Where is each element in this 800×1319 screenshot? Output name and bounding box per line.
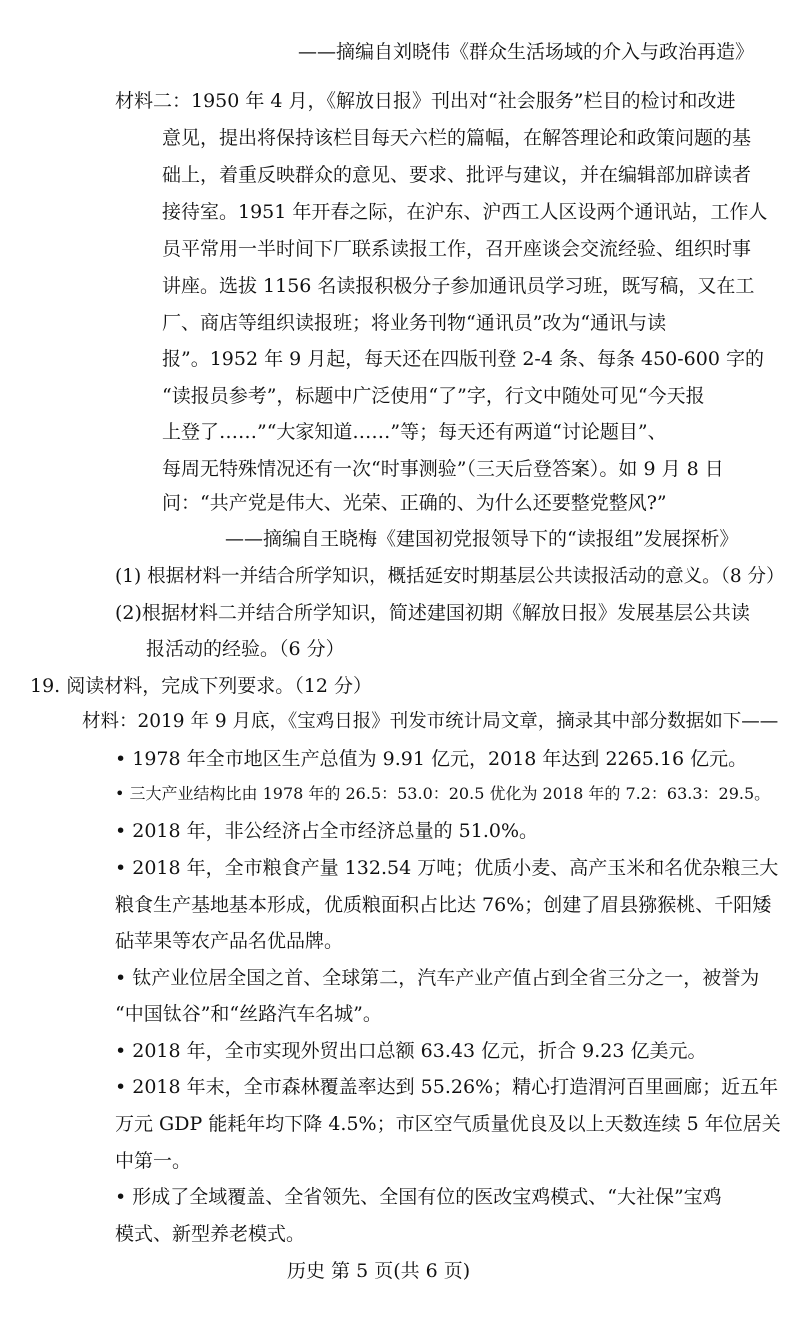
question-1: (1) 根据材料一并结合所学知识，概括延安时期基层公共读报活动的意义。（8 分） — [115, 566, 785, 587]
q19-bullet-line-14: 模式、新型养老模式。 — [115, 1223, 306, 1245]
q19-bullet-line-1: • 1978 年全市地区生产总值为 9.91 亿元，2018 年达到 2265.16 亿元。 — [115, 748, 748, 770]
page-footer: 历史 第 5 页(共 6 页) — [287, 1260, 471, 1282]
material2-line-1: 材料二：1950 年 4 月，《解放日报》刊出对“社会服务”栏目的检讨和改进 — [115, 90, 736, 112]
q19-bullet-line-6: 砧苹果等农产品名优品牌。 — [115, 930, 344, 952]
q19-bullet-line-2: • 三大产业结构比由 1978 年的 26.5：53.0：20.5 优化为 2018 年的 7.2：63.3：29.5。 — [115, 784, 771, 803]
material2-line-5: 员平常用一半时间下厂联系读报工作，召开座谈会交流经验、组织时事 — [162, 238, 752, 260]
q19-bullet-line-4: • 2018 年，全市粮食产量 132.54 万吨；优质小麦、高产玉米和名优杂粮三大 — [115, 857, 779, 879]
q19-bullet-line-3: • 2018 年，非公经济占全市经济总量的 51.0%。 — [115, 820, 539, 842]
material2-line-3: 础上，着重反映群众的意见、要求、批评与建议，并在编辑部加辟读者 — [162, 164, 752, 186]
material2-line-9: “读报员参考”，标题中广泛使用“了”字，行文中随处可见“今天报 — [162, 385, 705, 407]
q19-bullet-line-8: “中国钛谷”和“丝路汽车名城”。 — [115, 1003, 382, 1025]
q19-material-intro: 材料：2019 年 9 月底，《宝鸡日报》刊发市统计局文章，摘录其中部分数据如下—— — [82, 711, 779, 732]
question-19-heading: 19. 阅读材料，完成下列要求。（12 分） — [30, 675, 372, 697]
material2-line-2: 意见，提出将保持该栏目每天六栏的篇幅，在解答理论和政策问题的基 — [162, 127, 752, 149]
question-2-line-2: 报活动的经验。（6 分） — [146, 638, 345, 660]
q19-bullet-line-10: • 2018 年末，全市森林覆盖率达到 55.26%；精心打造渭河百里画廊；近五年 — [115, 1076, 779, 1098]
material2-line-6: 讲座。选拔 1156 名读报积极分子参加通讯员学习班，既写稿，又在工 — [162, 275, 755, 297]
q19-bullet-line-5: 粮食生产基地基本形成，优质粮面积占比达 76%；创建了眉县猕猴桃、千阳矮 — [115, 894, 772, 916]
material2-line-10: 上登了……”“大家知道……”等；每天还有两道“讨论题目”、 — [162, 421, 667, 443]
q19-bullet-line-9: • 2018 年，全市实现外贸出口总额 63.43 亿元，折合 9.23 亿美元。 — [115, 1040, 707, 1062]
material2-line-11: 每周无特殊情况还有一次“时事测验”（三天后登答案）。如 9 月 8 日 — [162, 458, 724, 480]
material2-line-7: 厂、商店等组织读报班；将业务刊物“通讯员”改为“通讯与读 — [162, 312, 667, 334]
q19-bullet-line-11: 万元 GDP 能耗年均下降 4.5%；市区空气质量优良及以上天数连续 5 年位居关 — [115, 1113, 781, 1135]
material2-line-12: 问：“共产党是伟大、光荣、正确的、为什么还要整党整风?” — [162, 492, 667, 514]
material2-line-8: 报”。1952 年 9 月起，每天还在四版刊登 2-4 条、每条 450-600 字的 — [162, 348, 764, 370]
question-2-line-1: (2)根据材料二并结合所学知识，简述建国初期《解放日报》发展基层公共读 — [115, 602, 750, 624]
source-citation-2: ——摘编自王晓梅《建国初党报领导下的“读报组”发展探析》 — [225, 528, 739, 550]
material2-line-4: 接待室。1951 年开春之际，在沪东、沪西工人区设两个通讯站，工作人 — [162, 201, 768, 223]
q19-bullet-line-7: • 钛产业位居全国之首、全球第二，汽车产业产值占到全省三分之一，被誉为 — [115, 967, 760, 989]
q19-bullet-line-12: 中第一。 — [115, 1150, 192, 1172]
source-citation-1: ——摘编自刘晓伟《群众生活场域的介入与政治再造》 — [298, 41, 755, 63]
q19-bullet-line-13: • 形成了全域覆盖、全省领先、全国有位的医改宝鸡模式、“大社保”宝鸡 — [115, 1186, 722, 1208]
